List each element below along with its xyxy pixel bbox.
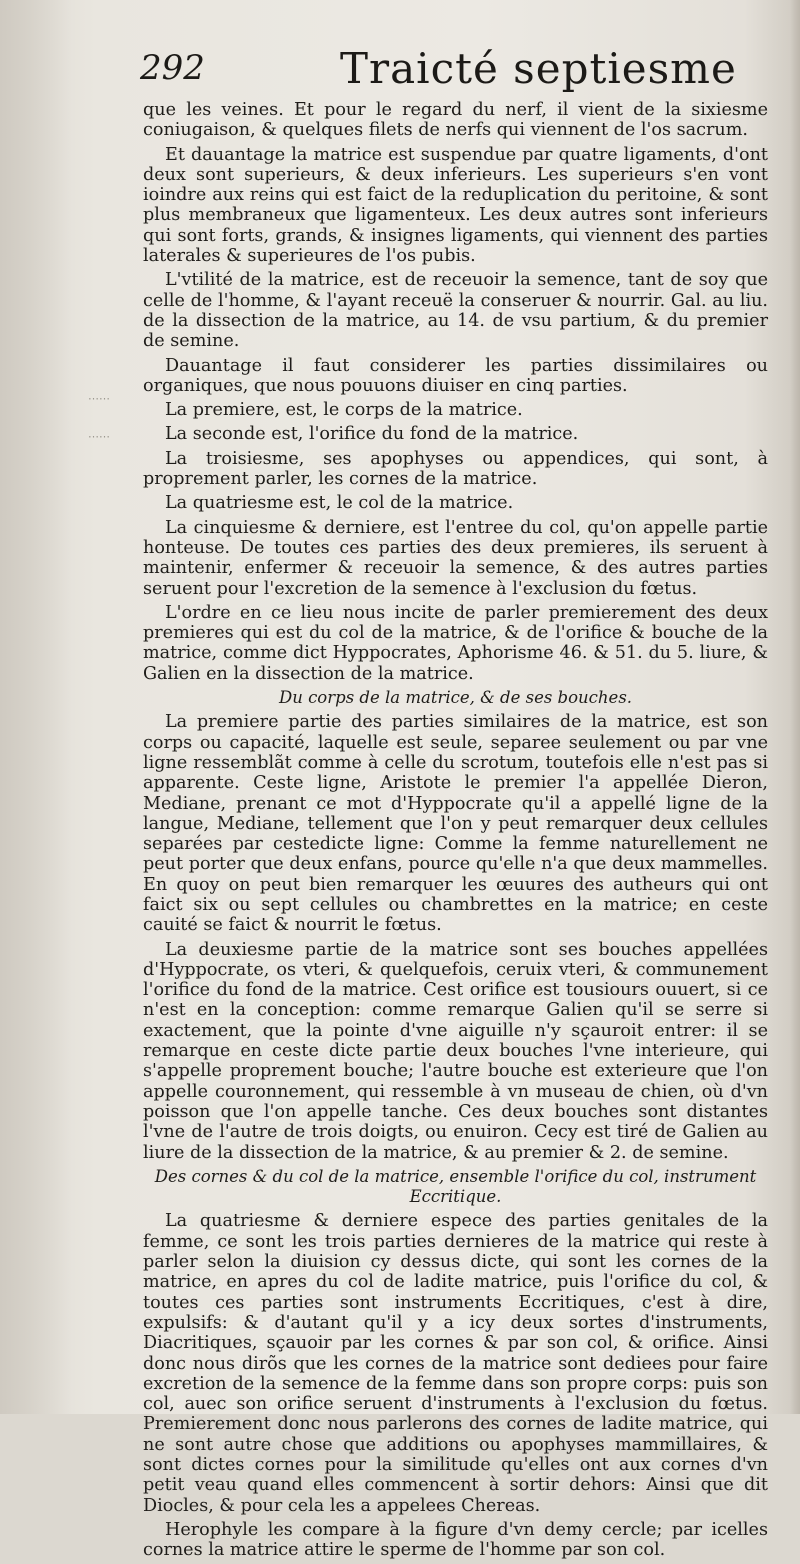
paragraph: La premiere partie des parties similaires de la matrice, est son corps ou capacité, laquelle est seule, separee seulement ou par vne ligne ressemblãt comme à celle du scrotum, toutefois elle n'est pas si apparente. Ceste ligne, Aristote le premier l'a appellée Dieron, Mediane, prenant ce mot d'Hyppocrate qu'il a appellé ligne de la langue, Mediane, tellement que l'on y peut remarquer deux cellules separées par cestedicte ligne: Comme la femme naturellement ne peut porter que deux enfans, pource qu'elle n'a que deux mammelles. En quoy on peut bien remarquer les œuures des autheurs qui ont faict six ou sept cellules ou chambrettes en la matrice; en ceste cauité se faict & nourrit le fœtus. [143, 712, 768, 936]
paragraph: Dauantage il faut considerer les parties dissimilaires ou organiques, que nous pouuons diuiser en cinq parties. [143, 355, 768, 396]
list-item: La seconde est, l'orifice du fond de la matrice. [165, 424, 579, 445]
paragraph: L'ordre en ce lieu nous incite de parler premierement des deux premieres qui est du col de la matrice, & de l'orifice & bouche de la matrice, comme dict Hyppocrates, Aphorisme 46. & 51. du 5. liure, & Galien en la dissection de la matrice. [143, 602, 768, 684]
page-edge-shadow [790, 0, 800, 1414]
list-item: La cinquiesme & derniere, est l'entree du col, qu'on appelle partie honteuse. De toutes ces parties des deux premieres, ils seruent à maintenir, enfermer & receuoir la semence, & des autres parties seruent pour l'excretion de la semence à l'exclusion du fœtus. [143, 517, 768, 599]
list-item: La quatriesme est, le col de la matrice. [165, 493, 514, 514]
paragraph: L'vtilité de la matrice, est de receuoir la semence, tant de soy que celle de l'homme, & l'ayant receuë la conseruer & nourrir. Gal. au liu. de la dissection de la matrice, au 14. de vsu partium, & du premier de semine. [143, 270, 768, 352]
margin-ink-mark: ⋯⋯ [88, 430, 110, 443]
paragraph: Herophyle les compare à la figure d'vn demy cercle; par icelles cornes la matrice attire le sperme de l'homme par son col. [143, 1519, 768, 1561]
section-heading: Des cornes & du col de la matrice, ensemble l'orifice du col, instrument Eccritique. [154, 1166, 757, 1207]
page-header [140, 44, 760, 104]
list-item: La troisiesme, ses apophyses ou appendices, qui sont, à proprement parler, les cornes de la matrice. [143, 448, 768, 490]
paragraph: Et dauantage la matrice est suspendue par quatre ligaments, d'ont deux sont superieurs, & deux inferieurs. Les superieurs s'en vont ioindre aux reins qui est faict de la reduplication du peritoine, & sont plus membraneux que ligamenteux. Les deux autres sont inferieurs qui sont forts, grands, & insignes ligaments, qui viennent des parties laterales & superieures de l'os pubis. [143, 144, 768, 267]
paragraph: La quatriesme & derniere espece des parties genitales de la femme, ce sont les trois parties dernieres de la matrice qui reste à parler selon la diuision cy dessus dicte, qui sont les cornes de la matrice, en apres du col de ladite matrice, puis l'orifice du col, & toutes ces parties sont instruments Eccritiques, c'est à dire, expulsifs: & d'autant qu'il y a icy deux sortes d'instruments, Diacritiques, sçauoir par les cornes & par son col, & orifice. Ainsi donc nous dirõs que les cornes de la matrice sont dediees pour faire excretion de la semence de la femme dans son propre corps: puis son col, auec son orifice seruent d'instruments à l'exclusion du fœtus. Premierement donc nous parlerons des cornes de ladite matrice, qui ne sont autre chose que additions ou apophyses mammillaires, & sont dictes cornes pour la similitude qu'elles ont aux cornes d'vn petit veau quand elles commencent à sortir dehors: Ainsi que dit Diocles, & pour cela les a appelees Chereas. [143, 1211, 768, 1516]
list-item: La premiere, est, le corps de la matrice. [165, 400, 523, 421]
margin-ink-mark: ⋯⋯ [88, 392, 110, 405]
page-gutter-shadow [0, 0, 72, 1414]
running-title: Traicté septiesme [340, 44, 737, 93]
page-number: 292 [140, 48, 205, 88]
paragraph: que les veines. Et pour le regard du nerf, il vient de la sixiesme coniugaison, & quelques filets de nerfs qui viennent de l'os sacrum. [143, 100, 768, 141]
paragraph: La deuxiesme partie de la matrice sont ses bouches appellées d'Hyppocrate, os vteri, & quelquefois, ceruix vteri, & communement l'orifice du fond de la matrice. Cest orifice est tousiours ouuert, si ce n'est en la conception: comme remarque Galien qu'il se serre si exactement, que la pointe d'vne aiguille n'y sçauroit entrer: il se remarque en ceste dicte partie deux bouches l'vne interieure, qui s'appelle proprement bouche; l'autre bouche est exterieure que l'on appelle couronnement, qui ressemble à vn museau de chien, où d'vn poisson que l'on appelle tanche. Ces deux bouches sont distantes l'vne de l'autre de trois doigts, ou enuiron. Cecy est tiré de Galien au liure de la dissection de la matrice, & au premier & 2. de semine. [143, 939, 768, 1163]
section-heading: Du corps de la matrice, & de ses bouches. [278, 688, 633, 708]
body-text [143, 100, 768, 1564]
